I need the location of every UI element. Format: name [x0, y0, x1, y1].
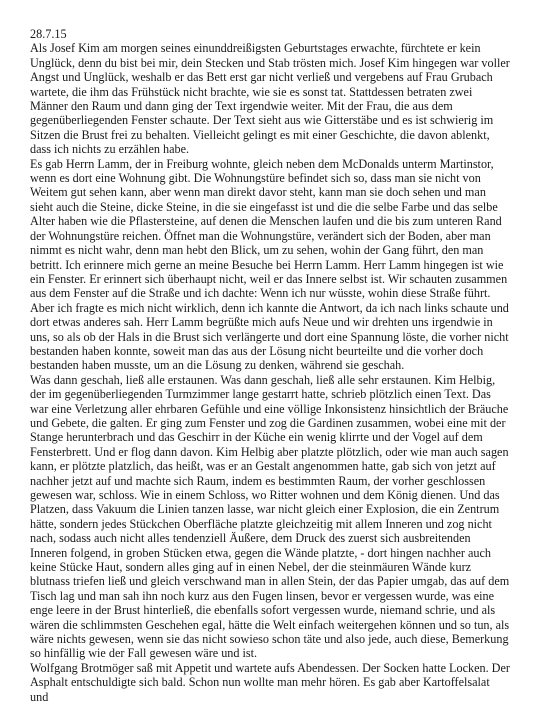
- paragraph-2: Es gab Herrn Lamm, der in Freiburg wohnte, gleich neben dem McDonalds unterm Martinstor, wenn es dort eine Wohnung gibt. Die Wohnungstüre befindet sich so, dass man sie nicht von Weitem gut sehen kann, aber wenn man direkt davor steht, kann man sie doch sehen und man sieht auch die Steine, dicke Steine, in die sie eingefasst ist und die die selbe Farbe und das selbe Alter haben wie die Pflastersteine, auf denen die Menschen laufen und die bis zum unteren Rand der Wohnungstüre reichen. Öffnet man die Wohnungstüre, verändert sich der Boden, aber man nimmt es nicht wahr, denn man hebt den Blick, um zu sehen, wohin der Gang führt, den man betritt. Ich erinnere mich gerne an meine Besuche bei Herrn Lamm. Herr Lamm hingegen ist wie ein Fenster. Er erinnert sich überhaupt nicht, weil er das Innere selbst ist. Wir schauten zusammen aus dem Fenster auf die Straße und ich dachte: Wenn ich nur wüsste, wohin diese Straße führt. Aber ich fragte es mich nicht wirklich, denn ich kannte die Antwort, da ich nach links schaute und dort etwas anderes sah. Herr Lamm begrüßte mich aufs Neue und wir drehten uns irgendwie in uns, so als ob der Hals in die Brust sich verlängerte und dort eine Spannung löste, die vorher nicht bestanden haben konnte, soweit man das aus der Lösung nicht beurteilte und die vorher doch bestanden haben musste, um an die Lösung zu denken, während sie geschah.: [30, 156, 509, 373]
- document-body: [30, 27, 510, 704]
- paragraph-4: Wolfgang Brotmöger saß mit Appetit und wartete aufs Abendessen. Der Socken hatte Locken. Der Asphalt entschuldigte sich bald. Schon nun wollte man mehr hören. Es gab aber Kartoffelsalat und: [30, 660, 510, 704]
- paragraph-3: Was dann geschah, ließ alle erstaunen. Was dann geschah, ließ alle sehr erstaunen. Kim Helbig, der im gegenüberliegenden Turmzimmer lange gestarrt hatte, schrieb plötzlich einen Text. Das war eine Verletzung aller ehrbaren Gefühle und eine völlige Inkonsistenz hinsichtlich der Bräuche und Gebete, die galten. Er ging zum Fenster und zog die Gardinen zusammen, wobei eine mit der Stange herunterbrach und das Geschirr in der Küche ein wenig klirrte und der Vogel auf dem Fensterbrett. Und er flog dann davon. Kim Helbig aber platzte plötzlich, oder wie man auch sagen kann, er plötzte platzlich, das heißt, was er an Gestalt angenommen hatte, gab sich von jetzt auf nachher jetzt auf und machte sich Raum, indem es bestimmten Raum, der vorher geschlossen gewesen war, schloss. Wie in einem Schloss, wo Ritter wohnen und dem König dienen. Und das Platzen, dass Vakuum die Linien tanzen lasse, war nicht gleich einer Explosion, die ein Zentrum hätte, sondern jedes Stückchen Oberfläche platzte gleichzeitig mit allem Inneren und zog nicht nach, sodass auch nicht alles tendenziell Äußere, dem Druck des zuerst sich ausbreitenden Inneren folgend, in groben Stücken etwa, gegen die Wände platzte, - dort hingen nachher auch keine Stücke Haut, sondern alles ging auf in einen Nebel, der die steinmäuren Wände kurz blutnass triefen ließ und gleich verschwand man in allen Stein, der das Papier umgab, das auf dem Tisch lag und man sah ihn noch kurz aus den Fugen linsen, bevor er vergessen wurde, was eine enge leere in der Brust hinterließ, die ebenfalls sofort vergessen wurde, niemand schrie, und als wären die schlimmsten Geschehen egal, hätte die Welt einfach weitergehen können und so tun, als wäre nichts gewesen, wenn sie das nicht sowieso schon täte und also jede, auch diese, Bemerkung so hinfällig wie der Fall gewesen wäre und ist.: [30, 372, 510, 661]
- paragraph-1: Als Josef Kim am morgen seines einunddreißigsten Geburtstages erwachte, fürchtete er kein Unglück, denn du bist bei mir, dein Stecken und Stab trösten mich. Josef Kim hingegen war voller Angst und Unglück, weshalb er das Bett erst gar nicht verließ und vergebens auf Frau Grubach wartete, die ihm das Frühstück nicht brachte, wie sie es sonst tat. Stattdessen betraten zwei Männer den Raum und dann ging der Text irgendwie weiter. Mit der Frau, die aus dem gegenüberliegenden Fenster schaute. Der Text sieht aus wie Gitterstäbe und es ist schwierig im Sitzen die Brust frei zu behalten. Vielleicht gelingt es mit einer Geschichte, die davon ablenkt, dass ich nichts zu erzählen habe.: [30, 41, 510, 157]
- document-date: 28.7.15: [30, 27, 67, 41]
